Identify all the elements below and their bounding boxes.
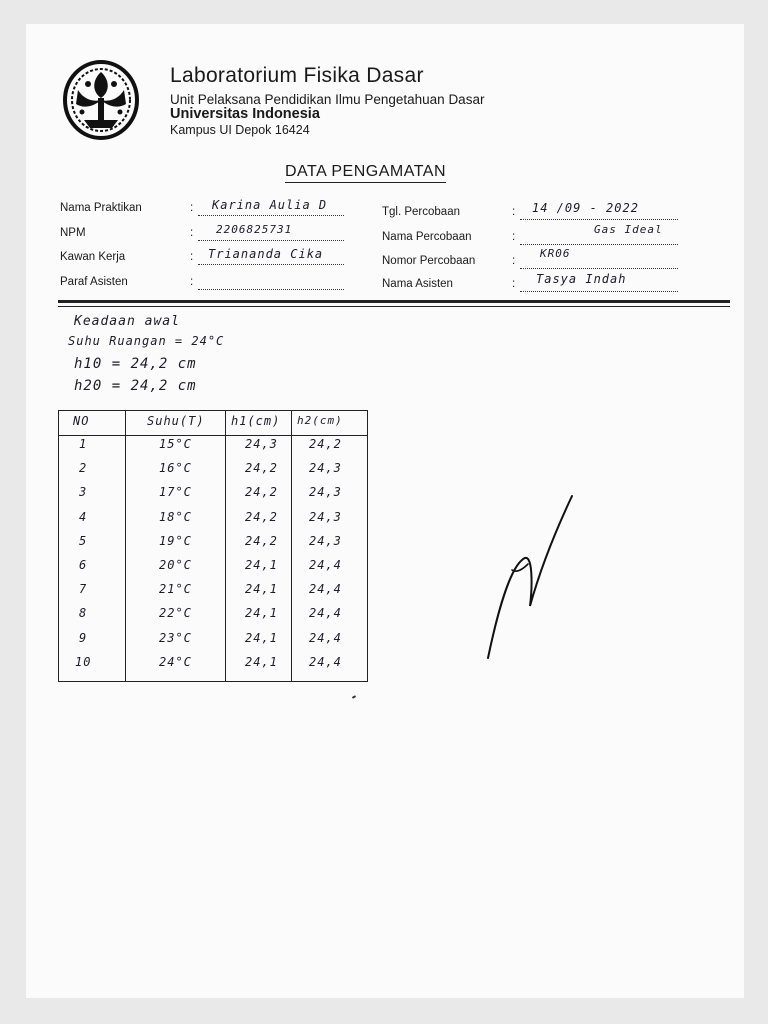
- table-col-divider: [225, 411, 226, 681]
- colon: :: [190, 251, 194, 263]
- cell-no: 5: [79, 533, 88, 548]
- cell-suhu: 21°C: [159, 582, 192, 597]
- cell-suhu: 17°C: [159, 485, 192, 500]
- cell-no: 4: [79, 509, 88, 524]
- cell-h2: 24,3: [309, 461, 342, 476]
- note-keadaan-awal: Keadaan awal: [74, 314, 180, 329]
- fill-line: [520, 268, 678, 269]
- colon: :: [190, 276, 194, 288]
- cell-h1: 24,2: [245, 485, 278, 500]
- divider-thick: [58, 300, 730, 303]
- table-header-divider: [59, 435, 367, 436]
- header-suhu: Suhu(T): [147, 414, 205, 428]
- cell-h1: 24,1: [245, 606, 278, 621]
- unit-name: Unit Pelaksana Pendidikan Ilmu Pengetahuan Dasar: [170, 92, 485, 107]
- assistant-signature: [470, 490, 590, 670]
- colon: :: [512, 231, 516, 243]
- header-no: NO: [73, 414, 90, 428]
- cell-no: 7: [79, 582, 88, 597]
- cell-h2: 24,4: [309, 630, 342, 645]
- fill-line: [198, 240, 344, 241]
- fill-line: [198, 289, 344, 290]
- label-paraf-asisten: Paraf Asisten: [60, 276, 128, 288]
- cell-h1: 24,1: [245, 630, 278, 645]
- colon: :: [190, 202, 194, 214]
- university-name: Universitas Indonesia: [170, 106, 320, 122]
- cell-h2: 24,3: [309, 533, 342, 548]
- fill-line: [520, 291, 678, 292]
- note-h20: h20 = 24,2 cm: [74, 378, 197, 394]
- label-kawan-kerja: Kawan Kerja: [60, 251, 126, 263]
- cell-no: 10: [75, 654, 92, 669]
- cell-no: 3: [79, 485, 88, 500]
- cell-h1: 24,1: [245, 654, 278, 669]
- header-h1: h1(cm): [231, 414, 281, 428]
- table-col-divider: [125, 411, 126, 681]
- colon: :: [190, 227, 194, 239]
- ui-seal-logo-icon: [62, 60, 140, 142]
- campus-address: Kampus UI Depok 16424: [170, 123, 310, 137]
- cell-no: 6: [79, 558, 88, 572]
- cell-suhu: 16°C: [159, 461, 192, 476]
- cell-h2: 24,4: [309, 654, 342, 669]
- fill-line: [198, 264, 344, 265]
- cell-h1: 24,2: [245, 533, 278, 548]
- colon: :: [512, 278, 516, 290]
- colon: :: [512, 206, 516, 218]
- colon: :: [512, 255, 516, 267]
- cell-no: 2: [79, 461, 88, 476]
- cell-no: 1: [79, 437, 88, 451]
- cell-suhu: 20°C: [159, 558, 192, 572]
- cell-suhu: 15°C: [159, 437, 192, 451]
- cell-h1: 24,3: [245, 437, 278, 451]
- cell-h2: 24,2: [309, 437, 342, 451]
- header-h2: h2(cm): [297, 414, 343, 427]
- cell-no: 9: [79, 630, 88, 645]
- cell-h1: 24,2: [245, 461, 278, 476]
- cell-suhu: 24°C: [159, 654, 192, 669]
- value-tgl-percobaan: 14 /09 - 2022: [532, 201, 639, 215]
- cell-h1: 24,1: [245, 558, 278, 572]
- value-nama-praktikan: Karina Aulia D: [212, 198, 328, 212]
- data-table: [58, 410, 368, 682]
- cell-suhu: 19°C: [159, 533, 192, 548]
- value-kawan-kerja: Triananda Cika: [208, 247, 324, 261]
- fill-line: [520, 219, 678, 220]
- label-npm: NPM: [60, 227, 86, 239]
- fill-line: [520, 244, 678, 245]
- label-nama-percobaan: Nama Percobaan: [382, 231, 472, 243]
- cell-h2: 24,3: [309, 485, 342, 500]
- table-col-divider: [291, 411, 292, 681]
- value-npm: 2206825731: [216, 223, 293, 236]
- label-nama-asisten: Nama Asisten: [382, 278, 453, 290]
- divider-thin: [58, 306, 730, 307]
- value-nomor-percobaan: KR06: [540, 247, 571, 260]
- note-h10: h10 = 24,2 cm: [74, 356, 197, 372]
- note-suhu-ruangan: Suhu Ruangan = 24°C: [68, 334, 225, 348]
- cell-h2: 24,4: [309, 606, 342, 621]
- cell-h2: 24,3: [309, 509, 342, 524]
- cell-h2: 24,4: [309, 582, 342, 597]
- label-nomor-percobaan: Nomor Percobaan: [382, 255, 476, 267]
- cell-h1: 24,2: [245, 509, 278, 524]
- cell-no: 8: [79, 606, 88, 621]
- cell-suhu: 22°C: [159, 606, 192, 621]
- cell-h2: 24,4: [309, 558, 342, 572]
- cell-suhu: 23°C: [159, 630, 192, 645]
- fill-line: [198, 215, 344, 216]
- label-tgl-percobaan: Tgl. Percobaan: [382, 206, 460, 218]
- value-nama-asisten: Tasya Indah: [536, 272, 627, 286]
- cell-h1: 24,1: [245, 582, 278, 597]
- label-nama-praktikan: Nama Praktikan: [60, 202, 142, 214]
- lab-title: Laboratorium Fisika Dasar: [170, 64, 424, 87]
- value-nama-percobaan: Gas Ideal: [594, 223, 663, 236]
- document-title: DATA PENGAMATAN: [285, 163, 446, 183]
- cell-suhu: 18°C: [159, 509, 192, 524]
